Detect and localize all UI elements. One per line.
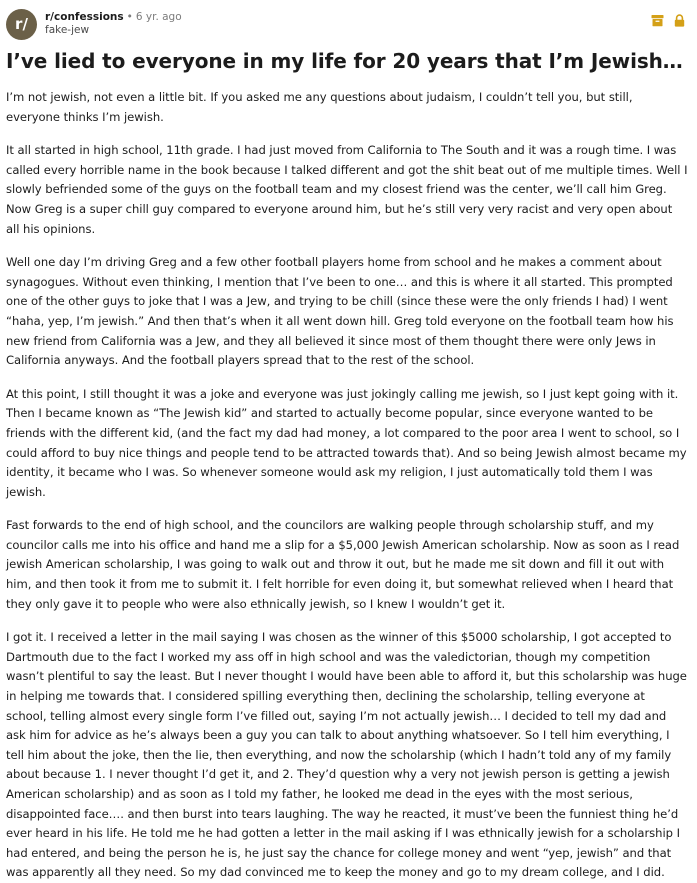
post-paragraph-1: I’m not jewish, not even a little bit. If you asked me any questions about judaism, I couldn’t tell you, but still, everyone thinks I’m jewish. [6,90,633,124]
meta-separator: • [126,11,133,23]
post-paragraph-4: At this point, I still thought it was a joke and everyone was just jokingly calling me jewish, so I just kept going with it. Then I became known as “The Jewish kid” and started to actually become popular, since everyone wanted to be friends with the different kid, (and the fact my dad had money, a lot compared to the poor area I went to school, so I could afford to buy nice things and people tend to be attracted towards that). And so being Jewish almost became my identity, it became who I was. So whenever someone would ask my religion, I just automatically told them I was jewish. [6,386,687,499]
post-age: 6 yr. ago [135,11,182,23]
post-paragraph-3: Well one day I’m driving Greg and a few other football players home from school and he makes a comment about synagogues. Without even thinking, I mention that I’ve been to one… and this is where it all started. This prompted one of the other guys to joke that I was a Jew, and trying to be chill (since these were the only friends I had) I went “haha, yep, I’m jewish.” And then that’s when it all went down hill. Greg told everyone on the football team how his new friend from California was a Jew, and they all believed it since most of them thought there were only Jews in California anyways. And the football players spread that to the rest of the school. [6,255,674,368]
post-header [6,8,689,40]
archive-icon [651,14,664,27]
post-body [6,88,689,883]
author-link[interactable]: fake-jew [45,24,90,36]
post-paragraph-6: I got it. I received a letter in the mail saying I was chosen as the winner of this $5000 scholarship, I got accepted to Dartmouth due to the fact I worked my ass off in high school and was the valedictorian, though my competition wasn’t plentiful to say the least. But I never thought I would have been able to afford it, but this scholarship was huge in helping me towards that. I considered spilling everything then, declining the scholarship, telling everyone at school, telling almost every single form I’ve filled out, saying I’m not actually jewish… I decided to tell my dad and ask him for advice as he’s always been a guy you can talk to about anything whatsoever. So I tell him everything, I tell him about the joke, then the lie, then everything, and now the scholarship (which I hadn’t told any of my family about because 1. I never thought I’d get it, and 2. They’d question why a very not jewish person is getting a jewish American scholarship) and as soon as I told my father, he looked me dead in the eyes with the most serious, disappointed face…. and then burst into tears laughing. The way he reacted, it must’ve been the funniest thing he’d ever heard in his life. He told me he had gotten a letter in the mail asking if I was ethnically jewish for a scholarship I had entered, and being the person he is, he just say the chance for college money and went “yep, jewish” and that was apparently all they need. So my dad convinced me to keep the money and go to my dream college, and I did. [6,630,687,880]
post-title[interactable]: I’ve lied to everyone in my life for 20 years that I’m Jewish… [6,49,683,73]
post-paragraph-2: It all started in high school, 11th grade. I had just moved from California to The South and it was a rough time. I was called every horrible name in the book because I talked different and got the shit beat out of me multiple times. Well I slowly befriended some of the guys on the football team and my closest friend was the center, we’ll call him Greg. Now Greg is a super chill guy compared to everyone around him, but he’s still very very racist and very open about all his opinions. [6,143,688,236]
subreddit-avatar[interactable]: r/ [6,9,37,40]
post-meta-top [45,11,182,24]
lock-icon [674,14,685,27]
post-meta [45,11,182,37]
post-paragraph-5: Fast forwards to the end of high school, and the councilors are walking people through scholarship stuff, and my councilor calls me into his office and hand me a slip for a $5,000 Jewish American scholarship. Now as soon as I read jewish American scholarship, I was going to walk out and throw it out, but he made me sit down and fill it out with him, and then took it from me to submit it. I felt horrible for even doing it, but somewhat relieved when I heard that they only gave it to people who were also ethnically jewish, so I knew I wouldn’t get it. [6,518,680,611]
post-status-icons [651,14,685,27]
subreddit-link[interactable]: r/confessions [45,11,124,23]
